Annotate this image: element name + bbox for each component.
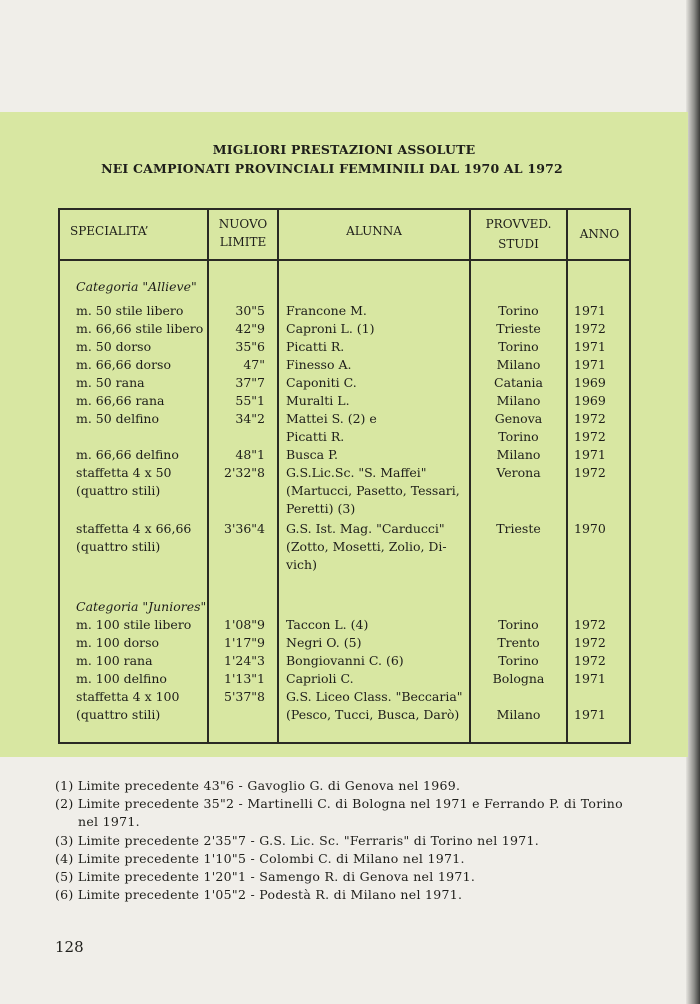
cell-prov: Torino <box>498 617 539 632</box>
cell-spec: m. 100 delfino <box>76 671 167 686</box>
footnote: nel 1971. <box>78 814 140 829</box>
cell-limite: 1'08"9 <box>224 617 265 632</box>
cell-prov: Torino <box>498 303 539 318</box>
cell-anno: 1972 <box>574 617 606 632</box>
cell-alunna: Caprioli C. <box>286 671 354 686</box>
cell-limite: 2'32"8 <box>224 465 265 480</box>
records-table <box>58 208 631 744</box>
cell-alunna: (Zotto, Mosetti, Zolio, Di- <box>286 539 447 554</box>
page-number: 128 <box>55 938 84 956</box>
cell-prov: Catania <box>494 375 543 390</box>
cell-anno: 1971 <box>574 339 606 354</box>
cell-limite: 55"1 <box>235 393 265 408</box>
cell-limite: 42"9 <box>235 321 265 336</box>
column-divider <box>277 210 279 742</box>
cell-prov: Trento <box>497 635 540 650</box>
cell-anno: 1971 <box>574 357 606 372</box>
cell-alunna: Francone M. <box>286 303 367 318</box>
cell-spec: (quattro stili) <box>76 539 161 554</box>
cell-limite: 47" <box>243 357 265 372</box>
cell-anno: 1971 <box>574 707 606 722</box>
header-alunna: ALUNNA <box>346 224 402 238</box>
cell-alunna: Taccon L. (4) <box>286 617 369 632</box>
header-limite-1: NUOVO <box>218 217 268 231</box>
cell-spec: m. 66,66 rana <box>76 393 165 408</box>
cell-spec: m. 50 rana <box>76 375 145 390</box>
cell-alunna: Busca P. <box>286 447 338 462</box>
cell-spec: m. 100 rana <box>76 653 153 668</box>
cell-spec: m. 66,66 stile libero <box>76 321 204 336</box>
cell-spec: m. 66,66 dorso <box>76 357 172 372</box>
footnote: (6) Limite precedente 1'05"2 - Podestà R. di Milano nel 1971. <box>55 887 463 902</box>
title-line-1: MIGLIORI PRESTAZIONI ASSOLUTE <box>212 142 476 157</box>
title-line-2: NEI CAMPIONATI PROVINCIALI FEMMINILI DAL 1970 AL 1972 <box>101 161 563 176</box>
cell-anno: 1971 <box>574 671 606 686</box>
cell-anno: 1972 <box>574 429 606 444</box>
cell-limite: 30"5 <box>235 303 265 318</box>
cell-anno: 1972 <box>574 411 606 426</box>
cell-alunna: (Martucci, Pasetto, Tessari, <box>286 483 460 498</box>
footnote: (5) Limite precedente 1'20"1 - Samengo R. di Genova nel 1971. <box>55 869 476 884</box>
cell-prov: Milano <box>496 393 541 408</box>
cell-prov: Milano <box>496 707 541 722</box>
cell-anno: 1972 <box>574 653 606 668</box>
category-juniores: Categoria "Juniores" <box>76 599 207 614</box>
footnote: (1) Limite precedente 43"6 - Gavoglio G. di Genova nel 1969. <box>55 778 461 793</box>
cell-alunna: Negri O. (5) <box>286 635 362 650</box>
category-allieve: Categoria "Allieve" <box>76 279 197 294</box>
cell-prov: Trieste <box>496 321 541 336</box>
header-divider <box>60 259 629 261</box>
table-panel <box>0 112 688 757</box>
cell-anno: 1972 <box>574 465 606 480</box>
cell-alunna: Picatti R. <box>286 339 345 354</box>
cell-alunna: Caponiti C. <box>286 375 357 390</box>
cell-prov: Torino <box>498 429 539 444</box>
cell-limite: 5'37"8 <box>224 689 265 704</box>
cell-spec: (quattro stili) <box>76 483 161 498</box>
cell-anno: 1970 <box>574 521 606 536</box>
cell-alunna: Bongiovanni C. (6) <box>286 653 404 668</box>
cell-prov: Torino <box>498 653 539 668</box>
header-provved-1: PROVVED. <box>485 217 552 231</box>
cell-limite: 3'36"4 <box>224 521 265 536</box>
cell-limite: 48"1 <box>235 447 265 462</box>
cell-prov: Milano <box>496 357 541 372</box>
cell-alunna: Picatti R. <box>286 429 345 444</box>
cell-anno: 1971 <box>574 447 606 462</box>
cell-spec: m. 100 stile libero <box>76 617 192 632</box>
cell-alunna: G.S. Ist. Mag. "Carducci" <box>286 521 445 536</box>
cell-prov: Milano <box>496 447 541 462</box>
cell-prov: Bologna <box>492 671 545 686</box>
cell-anno: 1972 <box>574 635 606 650</box>
cell-alunna: Mattei S. (2) e <box>286 411 377 426</box>
cell-alunna: G.S.Lic.Sc. "S. Maffei" <box>286 465 427 480</box>
header-specialita: SPECIALITA’ <box>70 224 149 238</box>
cell-spec: m. 50 stile libero <box>76 303 184 318</box>
cell-prov: Verona <box>496 465 541 480</box>
cell-spec: staffetta 4 x 100 <box>76 689 180 704</box>
cell-alunna: vich) <box>286 557 317 572</box>
cell-alunna: G.S. Liceo Class. "Beccaria" <box>286 689 463 704</box>
cell-spec: m. 50 dorso <box>76 339 152 354</box>
header-limite-2: LIMITE <box>219 235 267 249</box>
cell-alunna: Caproni L. (1) <box>286 321 375 336</box>
cell-prov: Trieste <box>496 521 541 536</box>
header-anno: ANNO <box>579 227 620 241</box>
cell-prov: Torino <box>498 339 539 354</box>
footnote: (3) Limite precedente 2'35"7 - G.S. Lic. Sc. "Ferraris" di Torino nel 1971. <box>55 833 540 848</box>
cell-spec: m. 66,66 delfino <box>76 447 179 462</box>
cell-spec: m. 50 delfino <box>76 411 159 426</box>
cell-limite: 1'24"3 <box>224 653 265 668</box>
cell-alunna: Muralti L. <box>286 393 350 408</box>
cell-anno: 1971 <box>574 303 606 318</box>
column-divider <box>566 210 568 742</box>
cell-spec: (quattro stili) <box>76 707 161 722</box>
cell-limite: 1'13"1 <box>224 671 265 686</box>
page-edge <box>686 0 700 1004</box>
cell-spec: staffetta 4 x 66,66 <box>76 521 192 536</box>
cell-limite: 34"2 <box>235 411 265 426</box>
cell-limite: 37"7 <box>235 375 265 390</box>
cell-anno: 1969 <box>574 393 606 408</box>
cell-spec: m. 100 dorso <box>76 635 160 650</box>
header-provved-2: STUDI <box>498 237 539 251</box>
footnote: (2) Limite precedente 35"2 - Martinelli C. di Bologna nel 1971 e Ferrando P. di Torino <box>55 796 623 811</box>
cell-spec: staffetta 4 x 50 <box>76 465 172 480</box>
footnote: (4) Limite precedente 1'10"5 - Colombi C. di Milano nel 1971. <box>55 851 465 866</box>
cell-anno: 1972 <box>574 321 606 336</box>
cell-anno: 1969 <box>574 375 606 390</box>
cell-limite: 35"6 <box>235 339 265 354</box>
cell-limite: 1'17"9 <box>224 635 265 650</box>
cell-alunna: Finesso A. <box>286 357 352 372</box>
cell-alunna: Peretti) (3) <box>286 501 356 516</box>
cell-alunna: (Pesco, Tucci, Busca, Darò) <box>286 707 460 722</box>
cell-prov: Genova <box>494 411 543 426</box>
